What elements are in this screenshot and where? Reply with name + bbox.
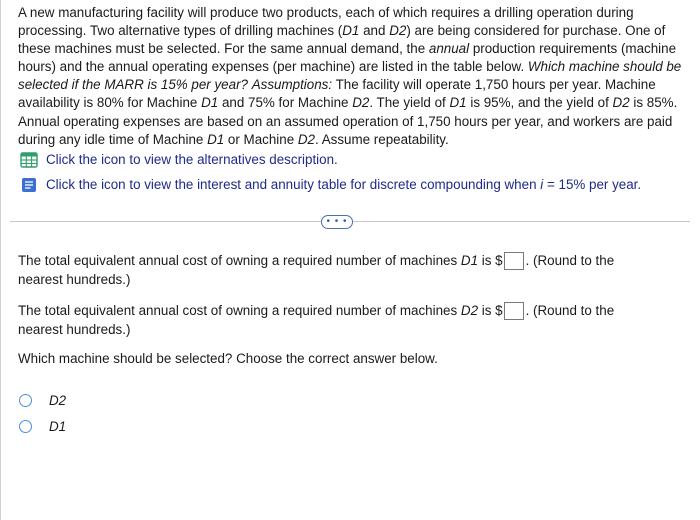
document-icon[interactable] [20, 177, 38, 193]
option-d1[interactable] [19, 413, 66, 439]
problem-text: is 95%, and the yield of [466, 95, 613, 111]
alternatives-link[interactable]: Click the icon to view the alternatives description. [46, 152, 338, 167]
machine-label: D2 [389, 23, 407, 39]
interest-table-link[interactable] [46, 177, 641, 192]
problem-text: and [359, 23, 390, 39]
expand-more-button[interactable]: • • • [321, 215, 353, 229]
problem-text: A new manufacturing facility will produce two products, each of which requires a drilling operation during processing. Two alternative types of drilling machines ( [18, 5, 634, 39]
machine-label: D1 [201, 95, 219, 111]
problem-emphasis: annual [428, 41, 470, 57]
problem-question: Which machine should be selected if the MARR is 15% per year? [18, 59, 682, 93]
radio-button-d1[interactable] [19, 420, 32, 433]
problem-text: production requirements (machine hours) and the annual operating expenses (per machine) are listed in the table below. [18, 41, 677, 75]
option-label[interactable]: D2 [49, 392, 67, 408]
assumptions-label: Assumptions: [251, 77, 333, 93]
link-text-part[interactable]: Click the icon to view the interest and annuity table for discrete compounding when [46, 177, 541, 192]
question-text: The total equivalent annual cost of owning a required number of machines [18, 253, 461, 268]
answer-options [19, 387, 66, 439]
machine-label: D1 [449, 95, 467, 111]
interest-variable[interactable]: i [540, 177, 544, 192]
problem-text: ) are being considered for purchase. One of these machines must be selected. For the same annual demand, the [18, 23, 666, 57]
interest-table-link-row[interactable] [20, 172, 641, 197]
machine-label: D2 [297, 131, 315, 147]
problem-text: . Assume repeatability. [315, 131, 449, 147]
left-border [0, 0, 1, 520]
option-d2[interactable] [19, 387, 66, 413]
question-d2-cost [18, 301, 658, 339]
resource-links [20, 147, 641, 197]
machine-label: D1 [342, 23, 360, 39]
problem-statement [18, 4, 686, 149]
radio-button-d2[interactable] [19, 394, 32, 407]
problem-text: is 85%. Annual operating expenses are based on an assumed operation of 1,750 hours per year, and workers are paid during any idle time of Machine [18, 95, 678, 147]
link-text-part[interactable]: = 15% per year. [543, 177, 642, 192]
question-text: is $ [478, 303, 503, 318]
question-text: The total equivalent annual cost of owning a required number of machines [18, 303, 461, 318]
problem-text: . The yield of [369, 95, 450, 111]
d1-cost-input[interactable] [504, 252, 524, 270]
alternatives-link-row[interactable] [20, 147, 641, 172]
question-select-machine: Which machine should be selected? Choose the correct answer below. [18, 351, 438, 366]
machine-label: D2 [352, 95, 370, 111]
question-instruction: . (Round to the nearest hundreds.) [18, 253, 615, 287]
question-instruction: . (Round to the nearest hundreds.) [18, 303, 615, 337]
machine-label: D1 [207, 131, 225, 147]
problem-text: The facility will operate 1,750 hours per year. Machine availability is 80% for Machine [18, 77, 656, 111]
d2-cost-input[interactable] [504, 302, 524, 320]
problem-text: and 75% for Machine [218, 95, 353, 111]
option-label[interactable]: D1 [49, 418, 67, 434]
machine-label: D1 [460, 253, 479, 268]
problem-text: or Machine [224, 131, 298, 147]
machine-label: D2 [460, 303, 479, 318]
question-d1-cost [18, 251, 658, 289]
table-grid-icon[interactable] [20, 152, 38, 168]
machine-label: D2 [612, 95, 630, 111]
question-text: is $ [478, 253, 503, 268]
